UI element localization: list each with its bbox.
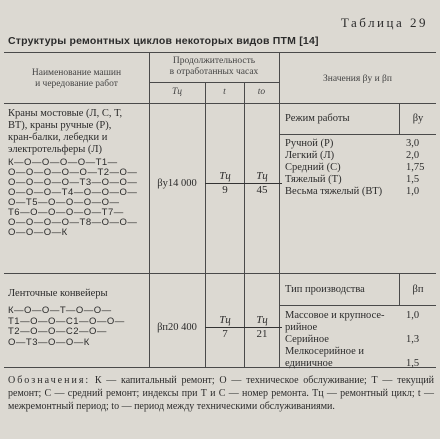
- row1-to-den: 45: [256, 184, 268, 196]
- row1-cycle-line: К—О—О—О—О—Т1—: [8, 157, 118, 168]
- header-t: t: [223, 87, 226, 97]
- type-spacer: [406, 322, 436, 334]
- row1-tc-value: βу14 000: [157, 178, 197, 189]
- row2-t-fraction: [205, 314, 245, 341]
- type-spacer: [406, 346, 436, 358]
- row1-subheader-label: Режим работы: [285, 113, 350, 124]
- row2-subheader-symbol: βп: [412, 284, 424, 295]
- row2-t-den: 7: [222, 328, 228, 340]
- type-value: 1,3: [406, 334, 420, 345]
- rule-header-mid: [149, 82, 279, 83]
- row1-cycle-line: О—О—О—О—О—Т2—О—: [8, 167, 138, 178]
- header-tc: Tц: [171, 87, 183, 97]
- row2-name: Ленточные конвейеры: [8, 288, 108, 299]
- row1-cycle-line: Т6—О—О—О—О—Т7—: [8, 207, 124, 218]
- mode-value: 1,0: [406, 186, 420, 197]
- row2-subheader-label: Тип производства: [285, 284, 365, 295]
- row1-subheader-symbol: βу: [412, 113, 424, 124]
- header-duration: [149, 56, 279, 78]
- row2-tc-value: βп20 400: [157, 322, 197, 333]
- row1-cycle-line: О—О—О—О—Т8—О—О—: [8, 217, 138, 228]
- row1-name-line: электротельферы (Л): [8, 144, 103, 155]
- row2-cycle-line: О—Т3—О—О—К: [8, 336, 90, 348]
- mode-value: 3,0: [406, 138, 420, 149]
- type-value: 1,0: [406, 310, 420, 321]
- header-name-col: [4, 68, 149, 90]
- row2-types: [285, 310, 397, 370]
- mode-label: Средний (С): [285, 162, 341, 173]
- type-label: единичное: [285, 358, 333, 369]
- row1-cycle-line: О—О—О—О—Т3—О—О—: [8, 177, 138, 188]
- mode-value: 1,75: [406, 162, 425, 173]
- mode-label: Весьма тяжелый (ВТ): [285, 186, 383, 197]
- rule-subheader-1: [279, 134, 436, 135]
- type-label: Массовое и крупносе-: [285, 310, 385, 321]
- type-label: рийное: [285, 322, 318, 333]
- header-name-line1: Наименование машин: [31, 68, 122, 78]
- header-name-line2: и чередование работ: [35, 79, 118, 89]
- row2-t-num: Tц: [205, 314, 245, 328]
- row2-to-num: Tц: [242, 314, 282, 328]
- row2-type-values: [406, 310, 436, 370]
- row1-cycle-line: О—О—О—Т4—О—О—О—: [8, 187, 138, 198]
- repair-cycle-table: [4, 52, 436, 368]
- legend-lead: Обозначения:: [8, 375, 91, 386]
- row1-name-line: ВТ), краны ручные (Р),: [8, 120, 112, 131]
- mode-label: Легкий (Л): [285, 150, 335, 161]
- row1-name-line: Краны мостовые (Л, С, Т,: [8, 108, 123, 119]
- header-to: to: [257, 87, 266, 97]
- row2-to-den: 21: [256, 328, 268, 340]
- header-duration-line2: в отработанных часах: [169, 67, 259, 77]
- row1-name-line: кран-балки, лебедки и: [8, 132, 108, 143]
- row2-cycle-line: К—О—О—Т—О—О—: [8, 305, 112, 316]
- row1-name: [8, 108, 148, 156]
- rule-top: [4, 52, 436, 53]
- row2-cycle-line: Т2—О—О—С2—О—: [8, 326, 107, 337]
- type-label: Мелкосерийное и: [285, 346, 365, 357]
- row1-modes: [285, 138, 397, 198]
- row1-mode-values: [406, 138, 436, 198]
- row1-to-fraction: [242, 170, 282, 197]
- header-duration-line1: Продолжительность: [172, 56, 256, 66]
- row2-cycle: [8, 306, 148, 348]
- row1-cycle: [8, 158, 148, 238]
- legend-text: К — капитальный ремонт; О — техническое обслуживание; Т — текущий ремонт; С — средний ремонт; индексы при Т и С — номер ремонта. Tц — ремонтный цикл; t — межремонтный период; to — период между техническими обслуживаниями.: [8, 375, 434, 412]
- row1-cycle-line: О—О—О—К: [8, 227, 68, 238]
- rule-subheader-2: [279, 305, 436, 306]
- table-label: Таблица 29: [340, 15, 428, 30]
- row1-t-num: Tц: [205, 170, 245, 184]
- table-title: Структуры ремонтных циклов некоторых видов ПТМ [14]: [8, 35, 319, 47]
- row1-to-num: Tц: [242, 170, 282, 184]
- row1-t-den: 9: [222, 184, 228, 196]
- row1-t-fraction: [205, 170, 245, 197]
- type-label: Серийное: [285, 334, 329, 345]
- mode-value: 2,0: [406, 150, 420, 161]
- row2-cycle-line: Т1—О—О—С1—О—О—: [8, 315, 125, 327]
- header-values: Значения βу и βп: [323, 74, 392, 84]
- rule-v1: [149, 52, 150, 368]
- rule-row-divider: [4, 273, 436, 274]
- row2-to-fraction: [242, 314, 282, 341]
- rule-header-bottom: [4, 103, 436, 104]
- legend-note: [8, 374, 434, 413]
- mode-value: 1,5: [406, 174, 420, 185]
- mode-label: Тяжелый (Т): [285, 174, 342, 185]
- row1-cycle-line: О—Т5—О—О—О—О—: [8, 197, 120, 208]
- type-value: 1,5: [406, 358, 420, 369]
- mode-label: Ручной (Р): [285, 138, 334, 149]
